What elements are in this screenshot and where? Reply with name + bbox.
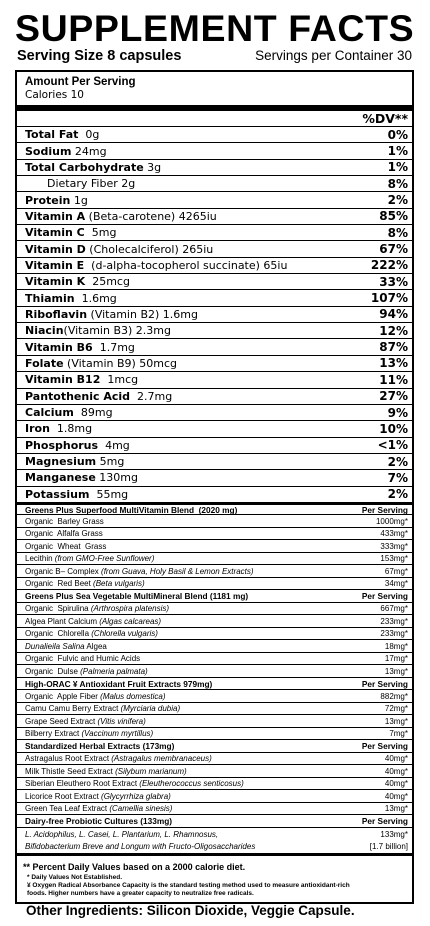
facts-box: [15, 70, 414, 904]
ingredient-name: [25, 816, 172, 826]
nutrient-label: Folate: [25, 356, 64, 370]
ingredient-scientific-name: (Astragalus membranaceus): [111, 754, 212, 764]
ingredient-amount: Per Serving: [361, 741, 408, 752]
nutrient-label: Total Fat: [25, 128, 79, 142]
ingredient-amount: 34mg*: [384, 579, 408, 589]
probiotic-row: [17, 827, 412, 853]
ingredient-scientific-name: (from Guava, Holy Basil & Lemon Extracts): [101, 566, 254, 576]
ingredient-name: [25, 579, 145, 588]
nutrient-amount: 25mcg: [85, 275, 130, 289]
nutrient-row: [17, 289, 412, 305]
ingredient-name: [25, 679, 212, 689]
ingredient-common-name: Bilberry Extract: [25, 729, 82, 739]
ingredient-name: [25, 667, 148, 676]
ingredient-common-name: Organic B– Complex: [25, 566, 102, 576]
ingredient-scientific-name: (Glycyrrhiza glabra): [101, 791, 171, 801]
ingredient-name: [25, 554, 154, 563]
ingredient-amount: 333mg*: [380, 541, 408, 551]
ingredient-scientific-name: (Silybum marianum): [115, 766, 187, 776]
ingredient-amount: 18mg*: [384, 641, 408, 651]
nutrient-name: [25, 145, 107, 158]
nutrient-dv: 8%: [387, 225, 408, 240]
blend-ingredient: [17, 602, 412, 615]
nutrient-amount: 24mg: [71, 144, 107, 158]
ingredient-name-suffix: Algea: [84, 641, 107, 651]
nutrient-label: Protein: [25, 193, 71, 207]
nutrient-dv: 9%: [387, 405, 408, 420]
ingredient-scientific-name: (Malus domestica): [100, 691, 166, 701]
blend-header: [17, 502, 412, 515]
calories: Calories 10: [25, 89, 84, 101]
nutrient-row: [17, 273, 412, 289]
ingredient-name: [25, 741, 174, 751]
blend-ingredient: [17, 752, 412, 765]
ingredient-scientific-name: (from GMO-Free Sunflower): [54, 554, 155, 564]
nutrient-row: [17, 175, 412, 191]
nutrient-label: Vitamin A: [25, 209, 86, 223]
blend-header: [17, 814, 412, 827]
nutrient-dv: 2%: [387, 487, 408, 502]
nutrient-row: [17, 371, 412, 387]
nutrient-name: [25, 324, 171, 337]
nutrient-name: [25, 390, 172, 403]
nutrient-amount: (Beta-carotene) 4265iu: [85, 209, 217, 223]
ingredient-common-name: Grape Seed Extract: [25, 716, 98, 726]
nutrient-name: [25, 128, 99, 141]
ingredient-common-name: Organic Spirulina: [25, 604, 91, 614]
ingredient-amount: 40mg*: [384, 766, 408, 776]
nutrient-name: [25, 243, 213, 256]
nutrient-name: [25, 488, 128, 501]
nutrient-row: [17, 224, 412, 240]
blend-list: [17, 502, 412, 827]
ingredient-amount: 13mg*: [384, 804, 408, 814]
ingredient-common-name: Dairy-free Probiotic Cultures (133mg): [25, 816, 173, 827]
ingredient-amount: 72mg*: [384, 704, 408, 714]
blend-ingredient: [17, 627, 412, 640]
nutrient-name: [25, 210, 217, 223]
nutrient-amount: 2.7mg: [130, 389, 173, 403]
nutrient-label: Riboflavin: [25, 307, 88, 321]
blend-ingredient: [17, 552, 412, 565]
nutrient-label: Magnesium: [25, 455, 97, 469]
nutrient-dv: 2%: [387, 454, 408, 469]
nutrient-label: Phosphorus: [25, 438, 99, 452]
ingredient-scientific-name: (Algas calcareas): [99, 616, 162, 626]
nutrient-amount: 5mg: [84, 226, 117, 240]
ingredient-common-name: Licorice Root Extract: [25, 791, 102, 801]
ingredient-name: [25, 567, 254, 576]
ingredient-common-name: Standardized Herbal Extracts (173mg): [25, 741, 175, 752]
ingredient-amount: 17mg*: [384, 654, 408, 664]
serving-size: Serving Size 8 capsules: [17, 48, 182, 64]
nutrient-dv: 7%: [387, 470, 408, 485]
nutrient-dv: 10%: [379, 421, 408, 436]
blend-ingredient: [17, 727, 412, 740]
blend-ingredient: [17, 664, 412, 677]
nutrient-amount: 1mcg: [100, 373, 139, 387]
ingredient-amount: Per Serving: [361, 504, 408, 515]
blend-header: [17, 589, 412, 602]
nutrient-name: [25, 308, 198, 321]
nutrient-label: Vitamin K: [25, 275, 86, 289]
ingredient-name: [25, 654, 140, 663]
ingredient-common-name: Organic Wheat Grass: [25, 541, 107, 551]
ingredient-amount: 7mg*: [389, 729, 408, 739]
ingredient-common-name: Green Tea Leaf Extract: [25, 804, 110, 814]
blend-header: [17, 677, 412, 690]
nutrient-name: [25, 471, 138, 484]
nutrient-amount: (d-alpha-tocopherol succinate) 65iu: [84, 258, 288, 272]
nutrient-name: [25, 194, 88, 207]
servings-per-container: Servings per Container 30: [255, 48, 412, 63]
nutrient-label: Vitamin C: [25, 226, 85, 240]
nutrient-dv: 107%: [370, 291, 408, 306]
nutrient-row: [17, 142, 412, 158]
ingredient-amount: 233mg*: [380, 616, 408, 626]
ingredient-common-name: Organic Red Beet: [25, 579, 94, 589]
ingredient-name: [25, 542, 106, 551]
nutrient-amount: (Cholecalciferol) 265iu: [85, 242, 214, 256]
ingredient-scientific-name: (Camellia sinesis): [109, 804, 173, 814]
nutrient-name: [25, 341, 135, 354]
supplement-facts-label: [15, 8, 414, 904]
nutrient-label: Thiamin: [25, 291, 75, 305]
blend-ingredient: [17, 777, 412, 790]
nutrient-name: [25, 357, 177, 370]
ingredient-scientific-name: (Chlorella vulgaris): [91, 629, 158, 639]
blend-ingredient: [17, 702, 412, 715]
ingredient-amount: 667mg*: [380, 604, 408, 614]
nutrient-label: Niacin: [25, 324, 64, 338]
ingredient-amount: Per Serving: [361, 816, 408, 827]
ingredient-name: [25, 754, 212, 763]
ingredient-common-name: Siberian Eleuthero Root Extract: [25, 779, 140, 789]
nutrient-dv: 2%: [387, 193, 408, 208]
ingredient-common-name: Organic Chlorella: [25, 629, 92, 639]
ingredient-name: [25, 692, 166, 701]
serving-info: [15, 48, 414, 68]
nutrient-label: Vitamin B6: [25, 340, 93, 354]
nutrient-amount: 1.6mg: [74, 291, 117, 305]
ingredient-amount: Per Serving: [361, 591, 408, 602]
probiotic-count: [1.7 billion]: [369, 841, 408, 851]
nutrient-label: Manganese: [25, 471, 96, 485]
ingredient-amount: 882mg*: [380, 691, 408, 701]
ingredient-name: [25, 729, 153, 738]
nutrient-name: [25, 275, 130, 288]
ingredient-amount: 40mg*: [384, 754, 408, 764]
nutrient-row: [17, 257, 412, 273]
nutrient-amount: 89mg: [73, 406, 113, 420]
ingredient-scientific-name: (Myrciaria dubia): [120, 704, 181, 714]
nutrient-dv: 33%: [379, 274, 408, 289]
nutrient-dv: <1%: [377, 438, 408, 453]
nutrient-label: Pantothenic Acid: [25, 389, 131, 403]
nutrient-name: [25, 226, 116, 239]
ingredient-common-name: Organic Dulse: [25, 666, 81, 676]
ingredient-common-name: Organic Alfalfa Grass: [25, 529, 103, 539]
nutrient-row: [17, 404, 412, 420]
nutrient-dv: 8%: [387, 176, 408, 191]
nutrient-row: [17, 126, 412, 142]
nutrient-name: [25, 259, 287, 272]
nutrient-dv: 94%: [379, 307, 408, 322]
nutrient-amount: 1g: [70, 193, 88, 207]
ingredient-common-name: Organic Apple Fiber: [25, 691, 101, 701]
nutrient-amount: 3g: [143, 160, 162, 174]
ingredient-scientific-name: (Vaccinum myrtillus): [81, 729, 154, 739]
ingredient-common-name: Astragalus Root Extract: [25, 754, 112, 764]
ingredient-amount: 13mg*: [384, 716, 408, 726]
nutrient-name: [25, 406, 113, 419]
nutrient-amount: (Vitamin B9) 50mcg: [63, 356, 178, 370]
nutrient-dv: 12%: [379, 323, 408, 338]
footnotes: [17, 853, 412, 902]
nutrient-amount: (Vitamin B2) 1.6mg: [87, 307, 198, 321]
ingredient-name: [25, 704, 180, 713]
nutrient-label: Vitamin E: [25, 258, 85, 272]
ingredient-common-name: Milk Thistle Seed Extract: [25, 766, 116, 776]
nutrient-label: Potassium: [25, 487, 90, 501]
nutrient-name: [25, 455, 124, 468]
nutrient-dv: 13%: [379, 356, 408, 371]
probiotic-line-2: Bifidobacterium Breve and Longum with Fructo-Oligosaccharides: [25, 841, 256, 851]
ingredient-scientific-name: (Eleutherococcus senticosus): [139, 779, 244, 789]
ingredient-name: [25, 779, 244, 788]
nutrient-label: Sodium: [25, 144, 72, 158]
other-ingredients: Other Ingredients: Silicon Dioxide, Veggie Capsule.: [26, 903, 355, 918]
ingredient-amount: 433mg*: [380, 529, 408, 539]
probiotic-line-1: L. Acidophilus, L. Casei, L. Plantarium, L. Rhamnosus,: [25, 829, 219, 839]
nutrient-row: [17, 159, 412, 175]
nutrient-label: Vitamin D: [25, 242, 86, 256]
ingredient-common-name: Lecithin: [25, 554, 55, 564]
ingredient-name: [25, 767, 187, 776]
blend-ingredient: [17, 789, 412, 802]
ingredient-common-name: Organic Barley Grass: [25, 516, 104, 526]
label-title: SUPPLEMENT FACTS: [15, 7, 415, 49]
nutrient-row: [17, 338, 412, 354]
nutrient-amount: 1.7mg: [92, 340, 135, 354]
nutrient-row: [17, 208, 412, 224]
ingredient-amount: 1000mg*: [375, 516, 408, 526]
ingredient-common-name: Organic Fulvic and Humic Acids: [25, 654, 141, 664]
nutrient-row: [17, 486, 412, 502]
blend-ingredient: [17, 577, 412, 590]
ingredient-name: [25, 629, 158, 638]
nutrient-row: [17, 355, 412, 371]
ingredient-common-name: Algea Plant Calcium: [25, 616, 100, 626]
nutrient-amount: 55mg: [89, 487, 129, 501]
blend-ingredient: [17, 614, 412, 627]
nutrient-name: [25, 177, 135, 190]
blend-ingredient: [17, 652, 412, 665]
nutrient-row: [17, 306, 412, 322]
footnote-not-established: * Daily Values Not Established.: [27, 873, 123, 881]
ingredient-amount: Per Serving: [361, 678, 408, 689]
ingredient-amount: 40mg*: [384, 791, 408, 801]
blend-ingredient: [17, 802, 412, 815]
nutrient-row: [17, 469, 412, 485]
nutrient-name: [25, 422, 92, 435]
blend-ingredient: [17, 689, 412, 702]
ingredient-name: [25, 792, 171, 801]
nutrient-dv: 85%: [379, 209, 408, 224]
ingredient-common-name: High-ORAC ¥ Antioxidant Fruit Extracts 979mg): [25, 678, 213, 689]
nutrient-row: [17, 240, 412, 256]
ingredient-name: [25, 591, 248, 601]
footnote-dv: ** Percent Daily Values based on a 2000 calorie diet.: [23, 861, 246, 872]
nutrient-list: [17, 126, 412, 502]
ingredient-common-name: Greens Plus Sea Vegetable MultiMineral Blend (1181 mg): [25, 591, 249, 602]
ingredient-scientific-name: Dunalieila Salina: [25, 641, 85, 651]
nutrient-row: [17, 420, 412, 436]
nutrient-dv: 27%: [379, 389, 408, 404]
ingredient-name: [25, 617, 161, 626]
ingredient-common-name: Greens Plus Superfood MultiVitamin Blend (2020 mg): [25, 504, 238, 515]
blend-ingredient: [17, 514, 412, 527]
nutrient-name: [25, 292, 117, 305]
nutrient-row: [17, 388, 412, 404]
footnote-orac-2: foods. Higher numbers have a greater capacity to neutralize free radicals.: [27, 889, 254, 897]
ingredient-name: [25, 642, 107, 651]
nutrient-name: [25, 373, 138, 386]
nutrient-row: [17, 437, 412, 453]
nutrient-amount: Dietary Fiber 2g: [47, 177, 136, 191]
ingredient-scientific-name: (Arthrospira platensis): [90, 604, 170, 614]
ingredient-amount: 67mg*: [384, 566, 408, 576]
nutrient-amount: 130mg: [95, 471, 138, 485]
ingredient-amount: 153mg*: [380, 554, 408, 564]
nutrient-dv: 87%: [379, 340, 408, 355]
ingredient-amount: 233mg*: [380, 629, 408, 639]
nutrient-label: Calcium: [25, 406, 74, 420]
nutrient-label: Iron: [25, 422, 50, 436]
ingredient-name: [25, 604, 169, 613]
nutrient-name: [25, 161, 161, 174]
ingredient-common-name: Camu Camu Berry Extract: [25, 704, 121, 714]
blend-ingredient: [17, 564, 412, 577]
nutrient-amount: 0g: [78, 128, 100, 142]
ingredient-name: [25, 804, 172, 813]
nutrient-dv: 11%: [379, 372, 408, 387]
amount-per-serving: Amount Per Serving: [25, 76, 136, 88]
ingredient-scientific-name: (Beta vulgaris): [93, 579, 145, 589]
ingredient-name: [25, 517, 104, 526]
nutrient-amount: 1.8mg: [49, 422, 93, 436]
nutrient-name: [25, 439, 130, 452]
nutrient-dv: 0%: [387, 127, 408, 142]
ingredient-amount: 13mg*: [384, 666, 408, 676]
ingredient-name: [25, 717, 146, 726]
dv-header: %DV**: [362, 111, 408, 126]
nutrient-label: Total Carbohydrate: [25, 160, 144, 174]
blend-ingredient: [17, 639, 412, 652]
nutrient-label: Vitamin B12: [25, 373, 101, 387]
blend-ingredient: [17, 539, 412, 552]
probiotic-amount: 133mg*: [380, 829, 408, 839]
nutrient-dv: 1%: [387, 144, 408, 159]
blend-header: [17, 739, 412, 752]
nutrient-row: [17, 322, 412, 338]
blend-ingredient: [17, 764, 412, 777]
nutrient-dv: 1%: [387, 160, 408, 175]
ingredient-scientific-name: (Vitis vinifera): [97, 716, 146, 726]
nutrient-row: [17, 191, 412, 207]
blend-ingredient: [17, 527, 412, 540]
blend-ingredient: [17, 714, 412, 727]
ingredient-name: [25, 505, 237, 515]
ingredient-scientific-name: (Palmeria palmata): [80, 666, 148, 676]
nutrient-amount: 5mg: [96, 455, 125, 469]
nutrient-dv: 222%: [370, 258, 408, 273]
nutrient-row: [17, 453, 412, 469]
ingredient-amount: 40mg*: [384, 779, 408, 789]
nutrient-amount: (Vitamin B3) 2.3mg: [63, 324, 171, 338]
nutrient-amount: 4mg: [98, 438, 130, 452]
nutrient-dv: 67%: [379, 242, 408, 257]
footnote-orac-1: ¥ Oxygen Radical Absorbance Capacity is the standard testing method used to measure antioxidant-rich: [27, 881, 350, 889]
ingredient-name: [25, 529, 103, 538]
